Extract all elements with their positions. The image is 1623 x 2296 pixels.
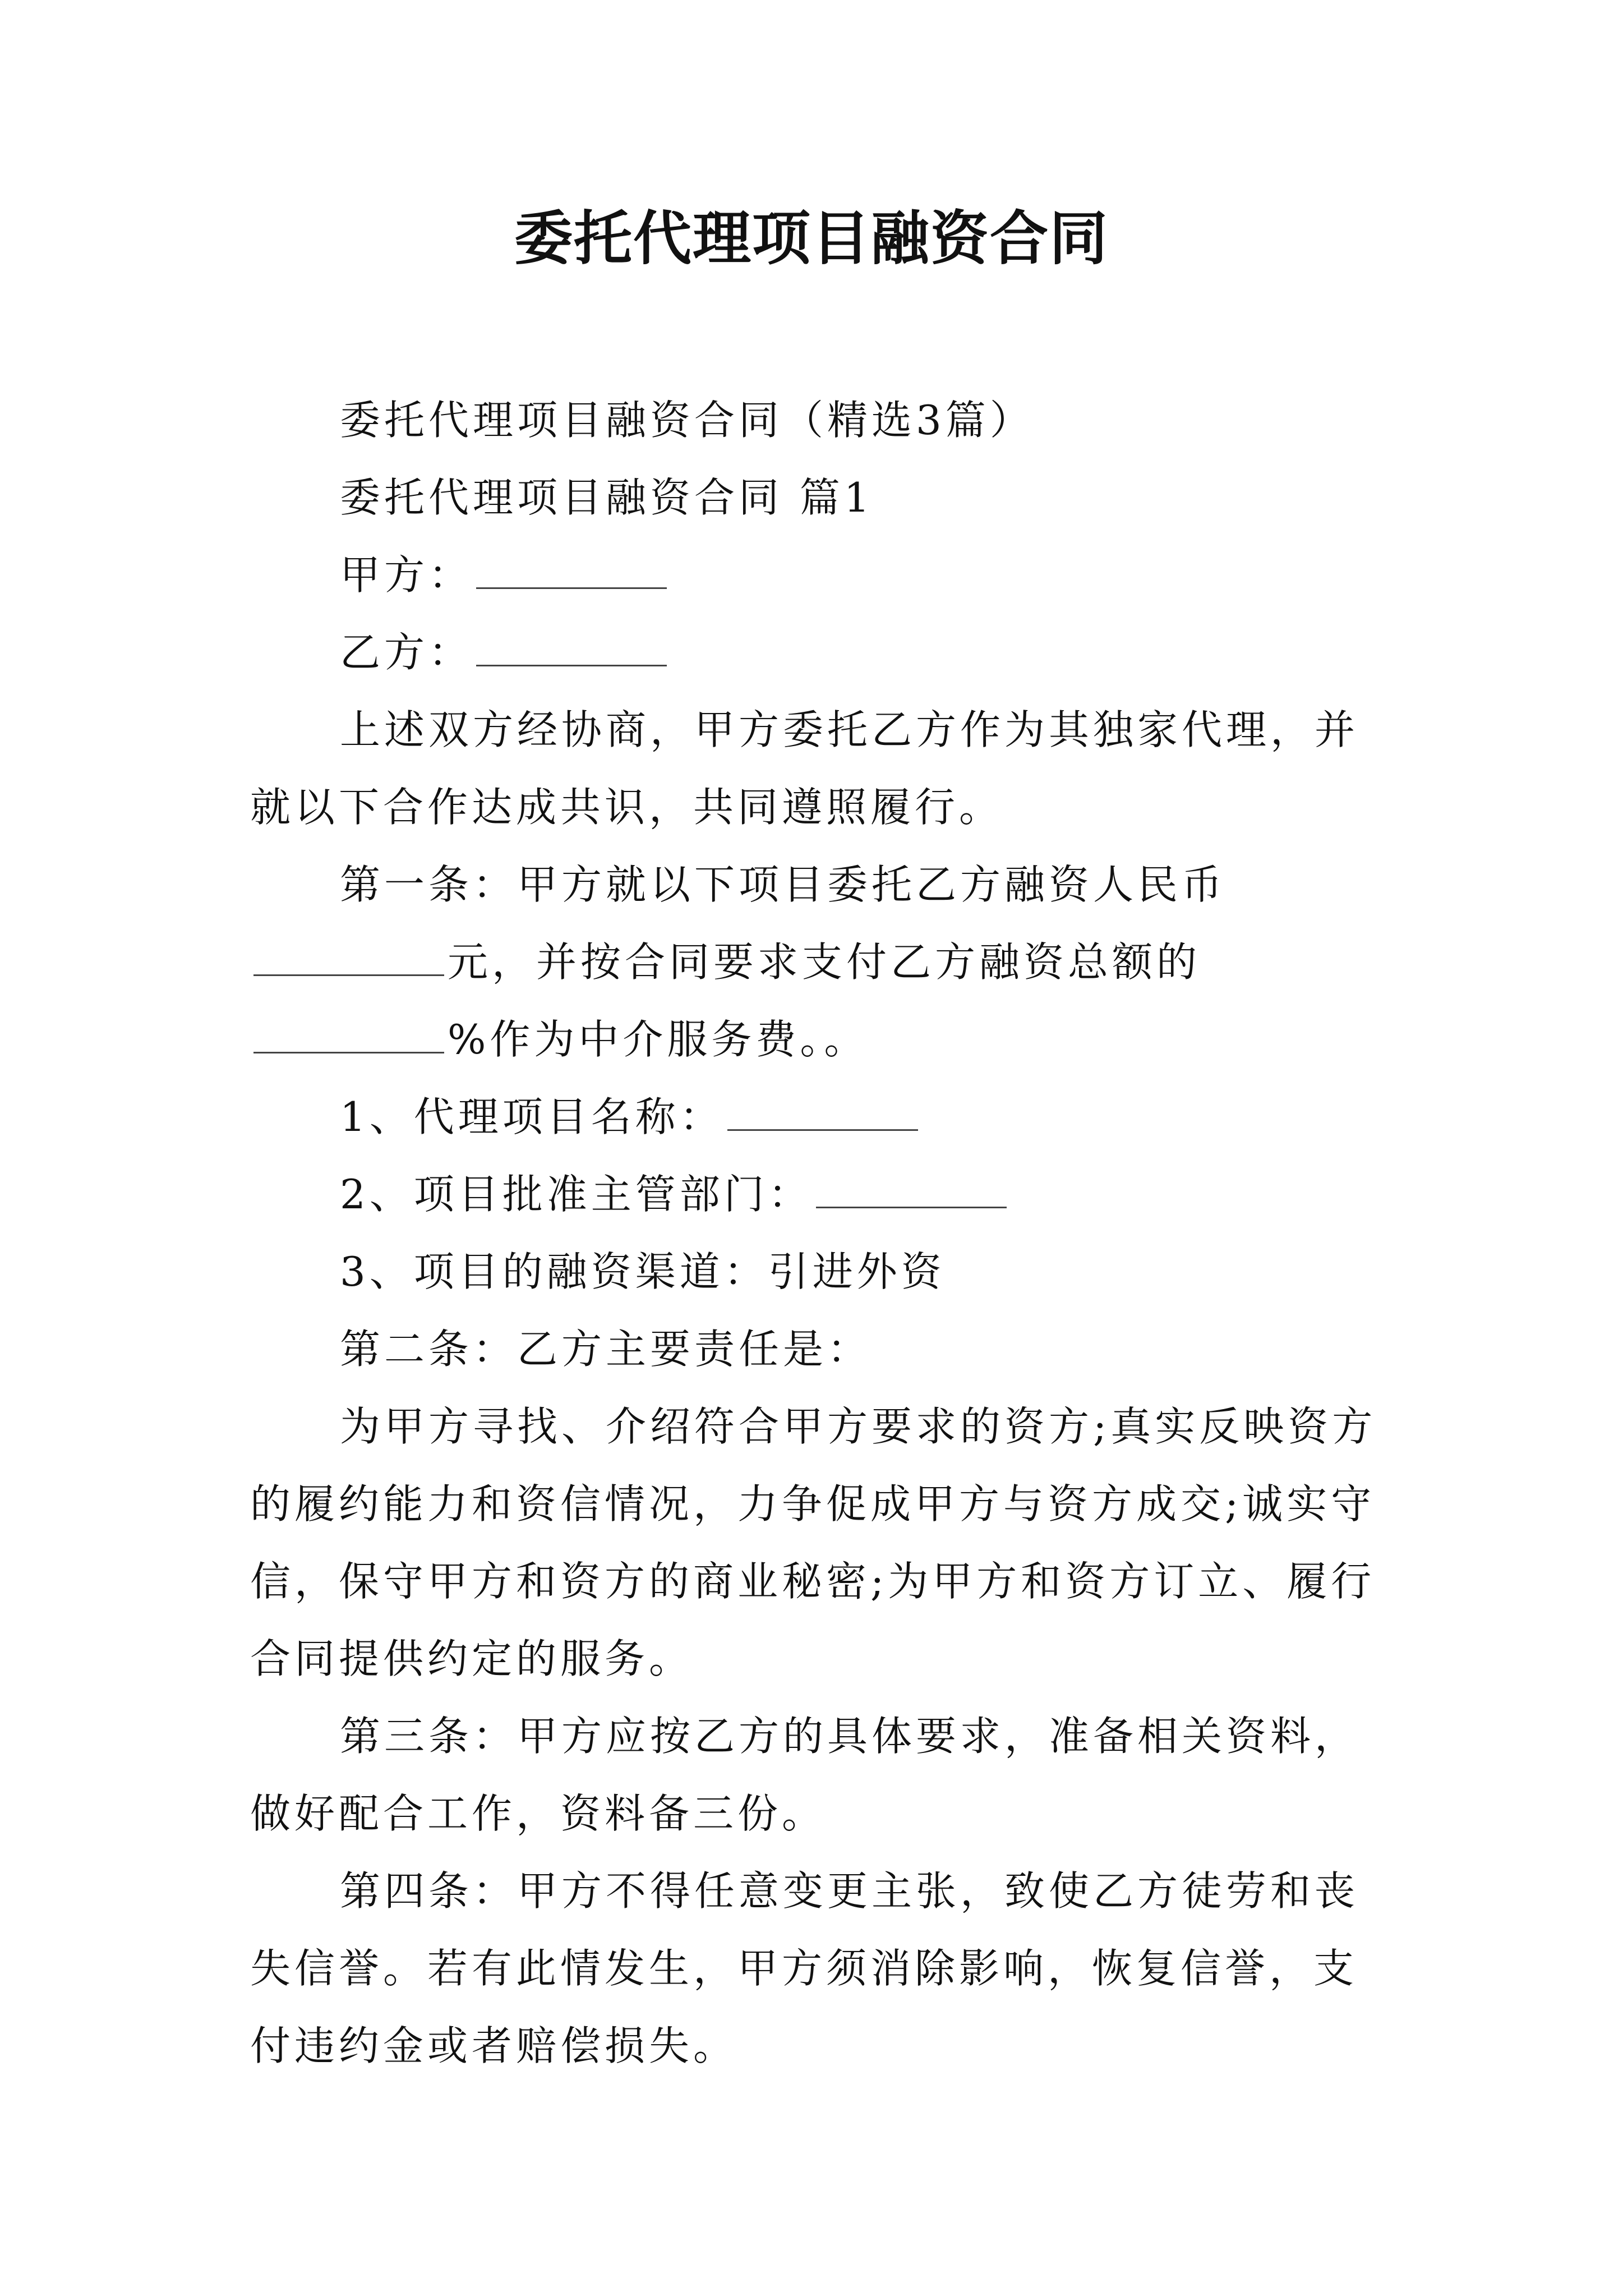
party-b-line <box>250 614 1389 691</box>
intro-paragraph: 上述双方经协商，甲方委托乙方作为其独家代理，并就以下合作达成共识，共同遵照履行。 <box>250 706 1359 831</box>
party-b-label: 乙方： <box>340 629 473 676</box>
document-subtitle: 委托代理项目融资合同（精选3篇） <box>340 397 1034 444</box>
item-3-line: 3、项目的融资渠道：引进外资 <box>340 1248 946 1295</box>
item-1-label: 1、代理项目名称： <box>340 1093 724 1140</box>
section-heading: 委托代理项目融资合同 篇1 <box>340 474 874 521</box>
article-4: 第四条：甲方不得任意变更主张，致使乙方徒劳和丧失信誉。若有此情发生，甲方须消除影响，恢复信誉，支付违约金或者赔偿损失。 <box>250 1867 1359 2069</box>
article-3: 第三条：甲方应按乙方的具体要求，准备相关资料，做好配合工作，资料备三份。 <box>250 1713 1359 1837</box>
article-2-body: 为甲方寻找、介绍符合甲方要求的资方;真实反映资方的履约能力和资信情况，力争促成甲方与资方成交;诚实守信，保守甲方和资方的商业秘密;为甲方和资方订立、履行合同提供约定的服务。 <box>250 1403 1377 1682</box>
article-1 <box>250 846 1389 1078</box>
amount-blank <box>253 941 444 976</box>
party-b-blank <box>476 631 667 666</box>
article-1-text-3: %作为中介服务费。。 <box>448 1016 869 1063</box>
party-a-blank <box>476 554 667 589</box>
item-2-label: 2、项目批准主管部门： <box>340 1171 813 1218</box>
department-blank <box>816 1173 1007 1208</box>
document-title: 委托代理项目融资合同 <box>514 204 1109 273</box>
party-a-line <box>250 536 1389 614</box>
article-2-heading: 第二条：乙方主要责任是： <box>340 1326 872 1373</box>
article-1-text-1: 第一条：甲方就以下项目委托乙方融资人民币 <box>340 861 1227 908</box>
item-2-line <box>250 1156 1389 1233</box>
party-a-label: 甲方： <box>340 551 473 599</box>
percent-blank <box>253 1018 444 1053</box>
article-1-text-2: 元，并按合同要求支付乙方融资总额的 <box>448 938 1201 986</box>
document-body <box>250 381 1389 2085</box>
item-1-line <box>250 1078 1389 1156</box>
project-name-blank <box>727 1096 918 1131</box>
